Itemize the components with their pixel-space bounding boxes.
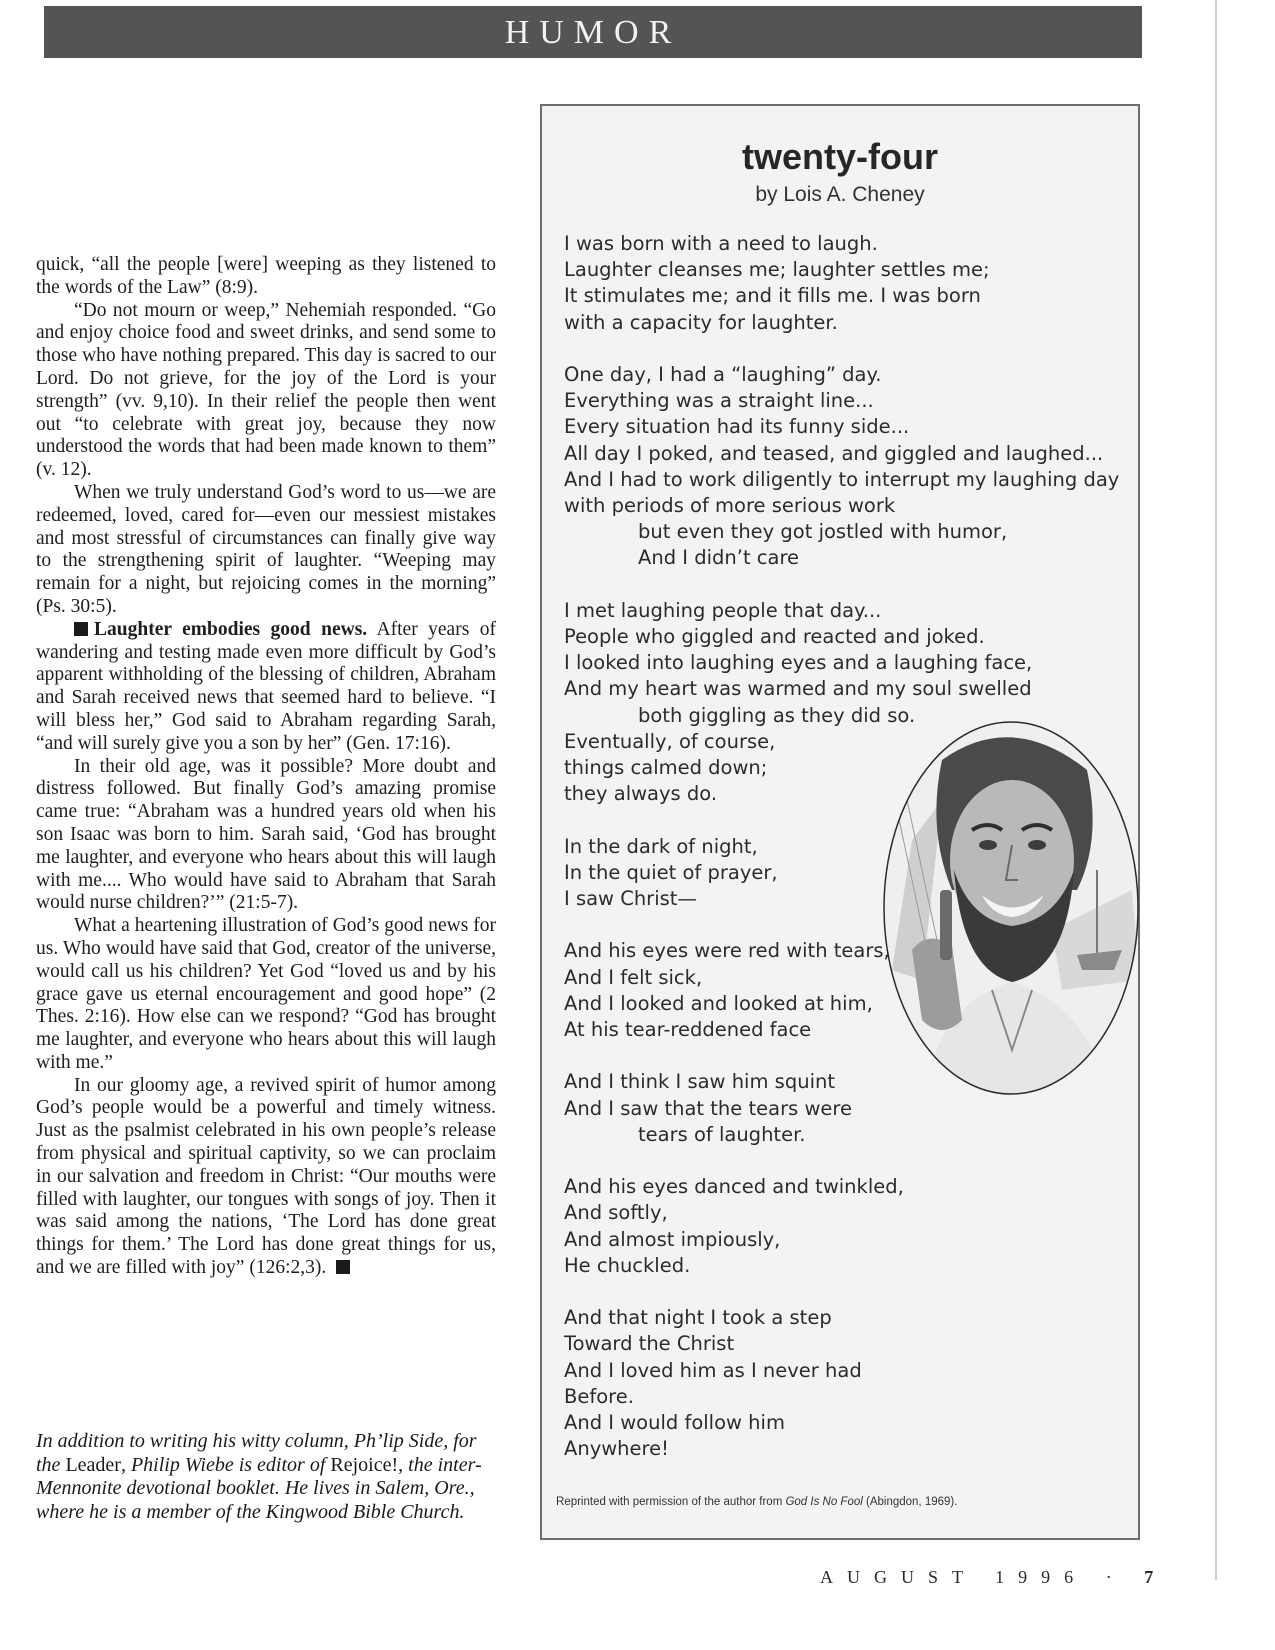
closing-paragraph-text: In our gloomy age, a revived spirit of humor among God’s people would be a powerful and timely witness. Just as the psalmist celebrated in his own people’s release from physical and spiritual captivity, so we can proclaim in our salvation and freedom in Christ: “Our mouths were filled with laughter, our tongues with songs of joy. Then it was said among the nations, ‘The Lord has done great things for them.’ The Lord has done great things for us, and we are filled with joy” (126:2,3).	[36, 1074, 496, 1279]
article-paragraph: When we truly understand God’s word to us—we are redeemed, loved, cared for—even our messiest mistakes and most stressful of circumstances can finally give way to the strengthening spirit of laughter. “Weeping may remain for a night, but rejoicing comes in the morning” (Ps. 30:5).	[36, 481, 496, 617]
poem-line: I was born with a need to laugh.	[564, 232, 878, 255]
bio-text: , Philip Wiebe is editor of	[120, 1453, 331, 1476]
article-paragraph: “Do not mourn or weep,” Nehemiah responded. “Go and enjoy choice food and sweet drinks, and send some to those who have nothing prepared. This day is sacred to our Lord. Do not grieve, for the joy of the Lord is your strength” (vv. 9,10). In their relief the people then went out “to celebrate with great joy, because they now understood the words that had been made known to them” (v. 12).	[36, 299, 496, 481]
poem-line: I saw Christ—	[564, 887, 697, 911]
poem-byline: by Lois A. Cheney	[755, 183, 925, 206]
poem-line: they always do.	[564, 782, 718, 806]
stanza-break	[564, 1148, 1134, 1174]
article-column	[36, 254, 496, 1280]
poem-line: In the dark of night,	[564, 834, 758, 858]
article-paragraph: In their old age, was it possible? More doubt and distress followed. But finally God’s amazing promise came true: “Abraham was a hundred years old when his son Isaac was born to him. Sarah said, ‘God has brought me laughter, and everyone who hears about this will laugh with me.... Who would have said to Abraham that Sarah would nurse children?’” (21:5-7).	[36, 755, 496, 914]
stanza-break	[564, 912, 1134, 938]
poem-line: with a capacity for laughter.	[564, 310, 838, 334]
stanza-break	[564, 1279, 1134, 1305]
article-paragraph	[36, 619, 496, 756]
poem-line: but even they got jostled with humor,	[638, 520, 1008, 544]
bio-booklet-name: Rejoice!	[330, 1453, 399, 1476]
author-bio	[36, 1430, 496, 1524]
poem-line: It stimulates me; and it fills me. I was born	[564, 284, 981, 308]
poem-line: In the quiet of prayer,	[564, 860, 778, 884]
poem-line: And his eyes danced and twinkled,	[564, 1175, 904, 1199]
poem-line: And almost impiously,	[564, 1227, 781, 1251]
poem-line: I met laughing people that day...	[564, 598, 882, 622]
poem-line: tears of laughter.	[638, 1122, 806, 1146]
poem-line: And I loved him as I never had	[564, 1358, 862, 1382]
poem-line: One day, I had a “laughing” day.	[564, 363, 882, 386]
poem-line: Anywhere!	[564, 1437, 669, 1461]
credit-text: Reprinted with permission of the author from	[556, 1496, 786, 1508]
article-paragraph: quick, “all the people [were] weeping as they listened to the words of the Law” (8:9).	[36, 254, 496, 298]
poem-line: And I didn’t care	[638, 546, 800, 570]
poem-line: Every situation had its funny side...	[564, 415, 910, 439]
poem-line: And I had to work diligently to interrupt my laughing day	[564, 467, 1120, 491]
end-mark-icon	[336, 1260, 350, 1274]
credit-book-title: God Is No Fool	[785, 1496, 863, 1508]
bio-publication: Leader	[65, 1453, 121, 1476]
credit-text: (Abingdon, 1969).	[862, 1496, 958, 1508]
section-title: HUMOR	[504, 14, 682, 51]
poem-line: People who giggled and reacted and joked.	[564, 625, 985, 649]
stanza-break	[564, 572, 1134, 598]
poem-line: All day I poked, and teased, and giggled and laughed...	[564, 441, 1104, 465]
poem-line: with periods of more serious work	[564, 494, 896, 518]
poem-line: And softly,	[564, 1201, 668, 1225]
poem-sidebar	[540, 104, 1140, 1540]
poem-line: And I saw that the tears were	[564, 1096, 852, 1120]
poem-line: And my heart was warmed and my soul swelled	[564, 677, 1032, 701]
poem-line: both giggling as they did so.	[638, 703, 916, 727]
poem-line: Toward the Christ	[564, 1332, 735, 1356]
article-paragraph: What a heartening illustration of God’s good news for us. Who would have said that God, creator of the universe, would call us his children? Yet God “loved us and by his grace gave us eternal encouragement and good hope” (2 Thes. 2:16). How else can we respond? “God has brought me laughter, and everyone who hears about this will laugh with me.”	[36, 915, 496, 1073]
poem-line: Everything was a straight line...	[564, 389, 874, 413]
poem-line: And I think I saw him squint	[564, 1070, 835, 1094]
poem-line: Laughter cleanses me; laughter settles me;	[564, 258, 990, 282]
poem-line: And I looked and looked at him,	[564, 991, 873, 1015]
poem-line: And I felt sick,	[564, 965, 703, 989]
page-number: 7	[1144, 1567, 1154, 1587]
subhead-paragraph-text: After years of wandering and testing made even more difficult by God’s apparent withholding of the blessing of children, Abraham and Sarah received news that seemed hard to believe. “I will bless her,” God said to Abraham regarding Sarah, “and will surely give you a son by her” (Gen. 17:16).	[36, 618, 496, 754]
poem-line: things calmed down;	[564, 756, 768, 780]
stanza-break	[564, 807, 1134, 833]
page-footer	[820, 1567, 1153, 1588]
poem-line: Eventually, of course,	[564, 729, 776, 753]
poem-title: twenty-four	[742, 136, 938, 177]
poem-line: And I would follow him	[564, 1411, 785, 1435]
stanza-break	[564, 1043, 1134, 1069]
poem-line: At his tear-reddened face	[564, 1018, 812, 1042]
stanza-break	[564, 336, 1134, 362]
poem-body	[564, 231, 1134, 1462]
poem-line: He chuckled.	[564, 1253, 691, 1277]
section-header-band	[44, 6, 1142, 58]
section-bullet-icon	[74, 622, 88, 636]
poem-line: And his eyes were red with tears,	[564, 939, 890, 963]
bio-text: In addition to writing his witty column, Ph’lip Side, for the	[36, 1430, 477, 1476]
article-subhead: Laughter embodies good news.	[94, 618, 368, 640]
poem-line: And that night I took a step	[564, 1306, 832, 1330]
bio-text: , the inter-Mennonite devotional booklet. He lives in Salem, Ore., where he is a member of the Kingwood Bible Church.	[36, 1453, 482, 1523]
page-edge-rule	[1215, 0, 1217, 1580]
reprint-credit	[556, 1496, 1126, 1508]
issue-date: AUGUST 1996	[820, 1567, 1088, 1587]
article-paragraph	[36, 1075, 496, 1280]
poem-line: Before.	[564, 1384, 634, 1408]
poem-line: I looked into laughing eyes and a laughing face,	[564, 651, 1033, 675]
footer-separator: ·	[1105, 1567, 1126, 1587]
